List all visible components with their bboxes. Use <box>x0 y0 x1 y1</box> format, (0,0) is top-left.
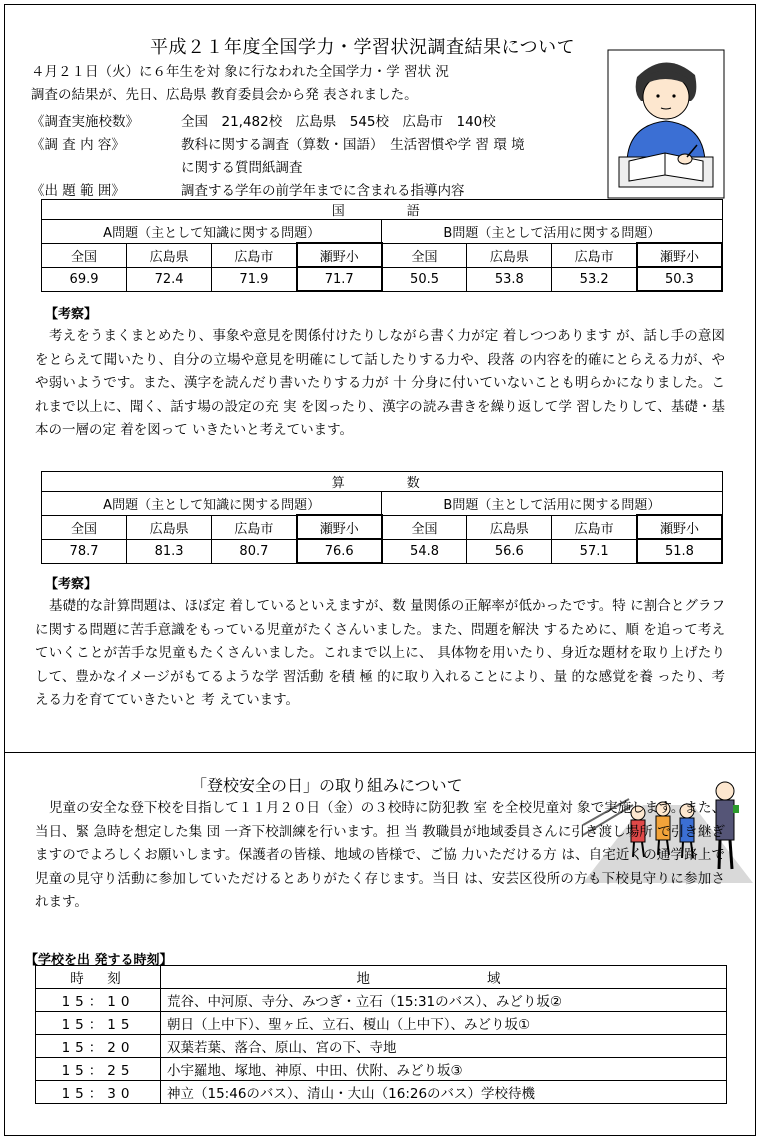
safety-day-text: 児童の安全な登下校を目指して１１月２０日（金）の３校時に防犯教 室 を全校児童対 象で実施します。また、当日、緊 急時を想定した集 団 一斉下校訓練を行います。担 当 教職員が地域委員さんに引き渡し場所 で引き継ぎますのでよろしくお願いします。保護者の皆様、地域の皆様で、ご協 力いただける方 は、自宅近くの通学路上で児童の見守り活動に参加していただけるとありがたく存じます。当日 は、安芸区役所の方も下校見守りに参加されます。 <box>35 800 725 910</box>
col-header: 全国 <box>382 243 467 267</box>
score-cell: 50.3 <box>637 267 722 291</box>
time-cell: 15：25 <box>36 1058 161 1081</box>
col-header: 広島市 <box>552 243 637 267</box>
score-cell: 71.7 <box>297 267 382 291</box>
col-header: 瀬野小 <box>297 515 382 539</box>
section-title: 平成２１年度全国学力・学習状況調査結果について <box>150 37 576 58</box>
student-studying-icon <box>607 49 725 199</box>
intro-line: ４月２１日（火）に６年生を対 象に行なわれた全国学力・学 習状 況 <box>31 64 449 80</box>
score-cell: 72.4 <box>127 267 212 291</box>
time-cell: 15：15 <box>36 1012 161 1035</box>
intro-text <box>31 61 601 107</box>
score-cell: 51.8 <box>637 539 722 563</box>
col-header: 全国 <box>42 243 127 267</box>
col-header: 全国 <box>42 515 127 539</box>
col-header: 広島県 <box>467 515 552 539</box>
time-header: 時 刻 <box>36 966 161 989</box>
test-results-section <box>5 5 755 753</box>
departure-schedule-table <box>35 965 727 1104</box>
time-cell: 15：30 <box>36 1081 161 1104</box>
group-a-header: A問題（主として知識に関する問題） <box>42 492 382 516</box>
col-header: 広島市 <box>212 515 297 539</box>
col-header: 広島市 <box>212 243 297 267</box>
sansu-analysis: 基礎的な計算問題は、ほぼ定 着しているといえますが、数 量関係の正解率が低かったです。特 に割合とグラフに関する問題に苦手意識をもっている児童がたくさんいました。また、問題を解決 するために、順 を追って考えていくことが苦手な児童もたくさんいました。これまで以上に、 具体物を用いたり、身近な題材を取り上げたりして、豊かなイメージがもてるような学 習活動 を積 極 的に取り入れることにより、量 的な感覚を養 ったり、考える力を育てていきたいと 考 えています。 <box>35 598 725 708</box>
area-cell: 小宇羅地、塚地、神原、中田、伏附、みどり坂③ <box>161 1058 727 1081</box>
subject-header: 国 語 <box>42 200 723 220</box>
area-cell: 朝日（上中下）、聖ヶ丘、立石、榎山（上中下）、みどり坂① <box>161 1012 727 1035</box>
schedule-heading: 【学校を出 発する時刻】 <box>25 953 173 968</box>
col-header: 瀬野小 <box>637 243 722 267</box>
score-cell: 76.6 <box>297 539 382 563</box>
sansu-score-table <box>41 471 723 564</box>
sansu-heading: 【考察】 <box>45 577 98 592</box>
score-cell: 54.8 <box>382 539 467 563</box>
area-cell: 双葉若葉、落合、原山、宮の下、寺地 <box>161 1035 727 1058</box>
score-cell: 71.9 <box>212 267 297 291</box>
col-header: 広島市 <box>552 515 637 539</box>
group-b-header: B問題（主として活用に関する問題） <box>382 492 722 516</box>
score-cell: 78.7 <box>42 539 127 563</box>
kokugo-score-table <box>41 199 723 292</box>
area-header: 地 域 <box>161 966 727 989</box>
newsletter-page <box>4 4 756 1136</box>
col-header: 広島県 <box>127 243 212 267</box>
section-title: 「登校安全の日」の取り組みについて <box>191 776 463 795</box>
score-cell: 80.7 <box>212 539 297 563</box>
group-b-header: B問題（主として活用に関する問題） <box>382 220 722 244</box>
time-cell: 15：10 <box>36 989 161 1012</box>
score-cell: 81.3 <box>127 539 212 563</box>
intro-line: 調査の結果が、先日、広島県 教育委員会から発 表されました。 <box>31 87 418 103</box>
survey-info <box>31 111 611 203</box>
info-row: 《出 題 範 囲》 調査する学年の前学年までに含まれる指導内容 <box>31 183 465 199</box>
score-cell: 53.2 <box>552 267 637 291</box>
table-row <box>36 1012 727 1035</box>
table-row <box>36 1058 727 1081</box>
score-cell: 69.9 <box>42 267 127 291</box>
col-header: 全国 <box>382 515 467 539</box>
subject-header: 算 数 <box>42 472 723 492</box>
kokugo-heading: 【考察】 <box>45 307 98 322</box>
col-header: 広島県 <box>467 243 552 267</box>
area-cell: 神立（15:46のバス）、清山・大山（16:26のバス）学校待機 <box>161 1081 727 1104</box>
info-row: 《調査実施校数》 全国 21,482校 広島県 545校 広島市 140校 <box>31 114 496 130</box>
time-cell: 15：20 <box>36 1035 161 1058</box>
area-cell: 荒谷、中河原、寺分、みつぎ・立石（15:31のバス）、みどり坂② <box>161 989 727 1012</box>
safety-day-section <box>5 753 755 1136</box>
info-row: 《調 査 内 容》 教科に関する調査（算数・国語） 生活習慣や学 習 環 境 <box>31 137 525 153</box>
col-header: 瀬野小 <box>297 243 382 267</box>
kokugo-analysis: 考えをうまくまとめたり、事象や意見を関係付けたりしながら書く力が定 着しつつあります が、話し手の意図をとらえて聞いたり、自分の立場や意見を明確にして話したりする力や、段落 の内容を的確にとらえる力が、やや弱いようです。また、漢字を読んだり書いたりする力が 十 分身に付いていないことも明らかになりました。これまで以上に、聞く、話す場の設定の充 実 を図ったり、漢字の読み書きを繰り返して学 習したりして、基礎・基本の一層の定 着を図って いきたいと考えています。 <box>35 328 725 438</box>
info-row: に関する質問紙調査 <box>181 160 303 176</box>
col-header: 広島県 <box>127 515 212 539</box>
table-row <box>36 989 727 1012</box>
score-cell: 56.6 <box>467 539 552 563</box>
score-cell: 50.5 <box>382 267 467 291</box>
score-cell: 57.1 <box>552 539 637 563</box>
score-cell: 53.8 <box>467 267 552 291</box>
table-row <box>36 1081 727 1104</box>
table-row <box>36 1035 727 1058</box>
col-header: 瀬野小 <box>637 515 722 539</box>
group-a-header: A問題（主として知識に関する問題） <box>42 220 382 244</box>
